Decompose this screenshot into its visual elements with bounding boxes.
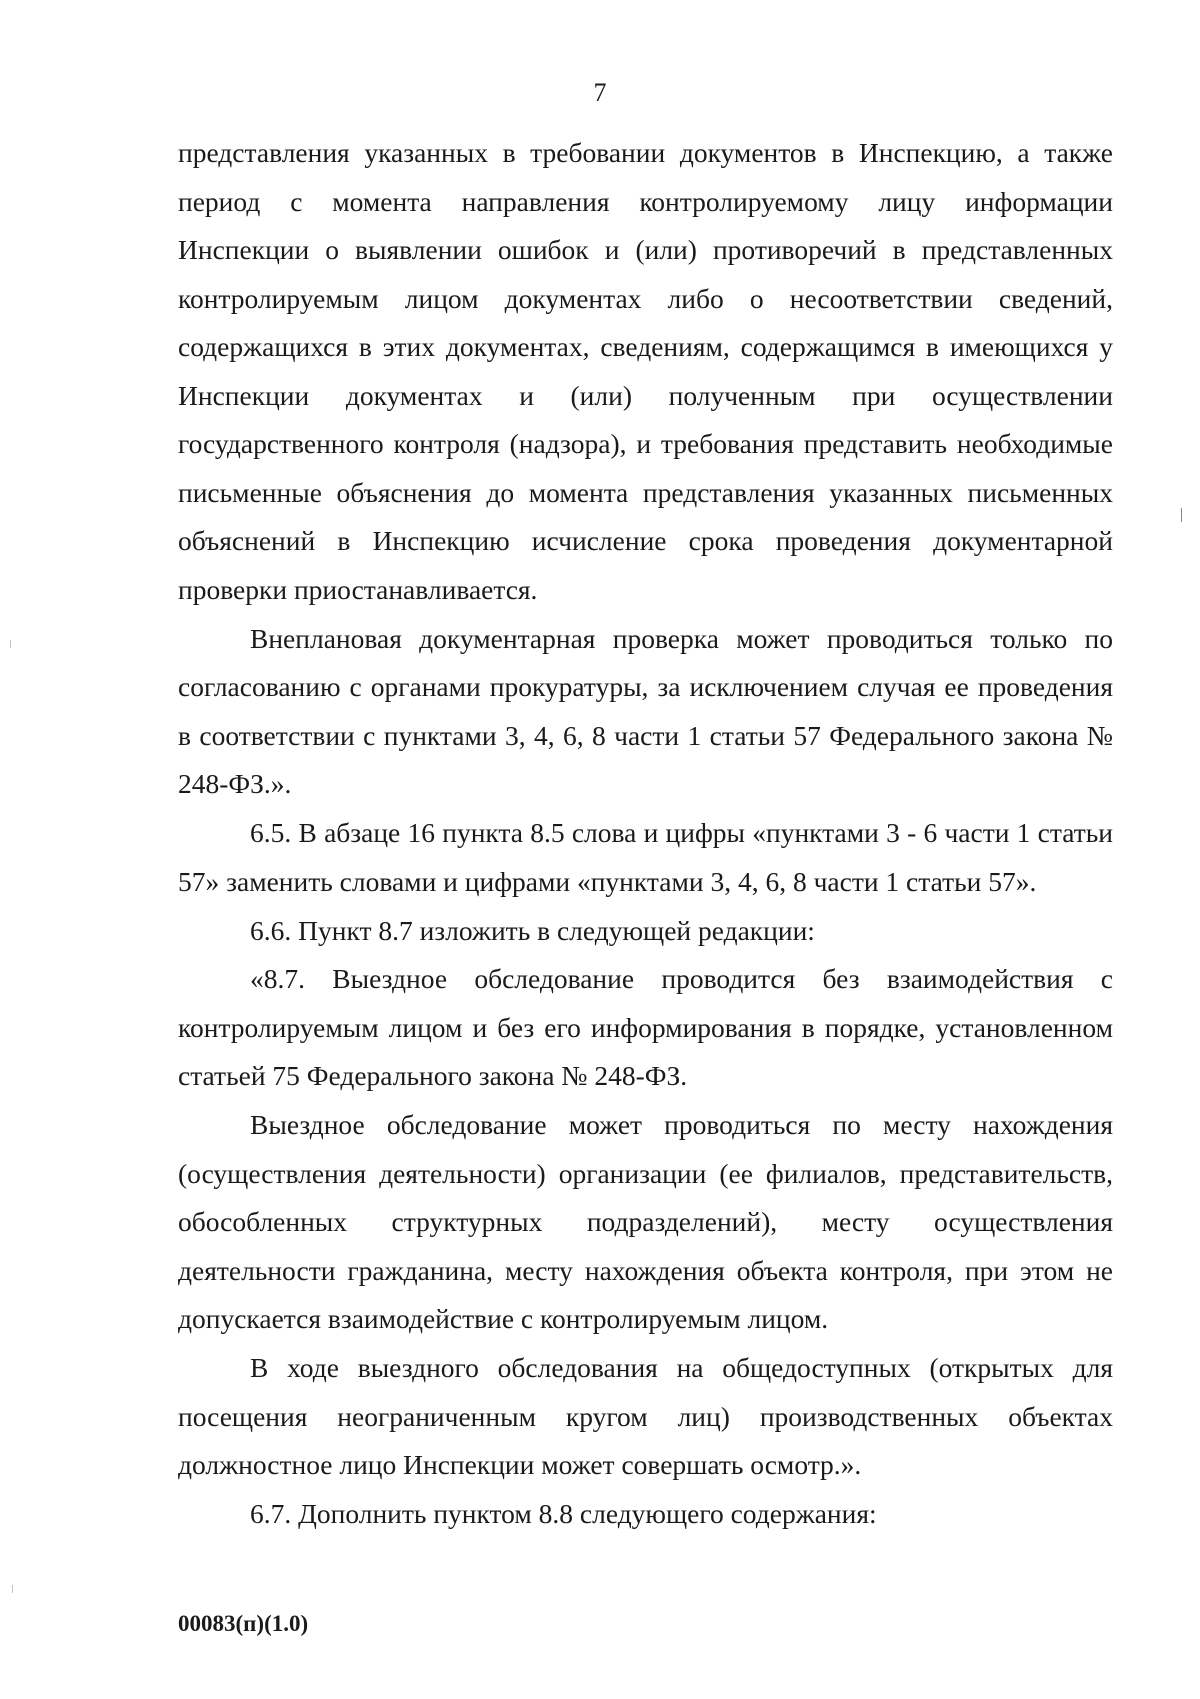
scan-mark bbox=[10, 640, 11, 648]
paragraph-clause-8-7: «8.7. Выездное обследование проводится без взаимодействия с контролируемым лицом и без его информирования в порядке, установленном статьей 75 Федерального закона № 248-ФЗ. bbox=[178, 963, 1113, 1091]
document-code: 00083(п)(1.0) bbox=[178, 1611, 309, 1636]
scan-mark bbox=[12, 1585, 13, 1593]
paragraph-field-survey-inspection: В ходе выездного обследования на общедоступных (открытых для посещения неограниченным кругом лиц) производственных объектах должностное лицо Инспекции может совершать осмотр.». bbox=[178, 1352, 1113, 1480]
page-number: 7 bbox=[593, 78, 607, 107]
paragraph-field-survey-location: Выездное обследование может проводиться по месту нахождения (осуществления деятельности) организации (ее филиалов, представительств, обособленных структурных подразделений), месту осуществления деятельности гражданина, месту нахождения объекта контроля, при этом не допускается взаимодействие с контролируемым лицом. bbox=[178, 1109, 1113, 1334]
paragraph-unscheduled-inspection: Внеплановая документарная проверка может проводиться только по согласованию с органами прокуратуры, за исключением случая ее проведения в соответствии с пунктами 3, 4, 6, 8 части 1 статьи 57 Федерального закона № 248-ФЗ.». bbox=[178, 622, 1113, 799]
document-body bbox=[178, 129, 1113, 1539]
paragraph-item-6-5: 6.5. В абзаце 16 пункта 8.5 слова и цифры «пунктами 3 - 6 части 1 статьи 57» заменить словами и цифрами «пунктами 3, 4, 6, 8 части 1 статьи 57». bbox=[178, 817, 1113, 897]
scan-mark bbox=[1181, 508, 1182, 522]
paragraph-continuation: представления указанных в требовании документов в Инспекцию, а также период с момента направления контролируемому лицу информации Инспекции о выявлении ошибок и (или) противоречий в представленных контролируемым лицом документах либо о несоответствии сведений, содержащихся в этих документах, сведениям, содержащимся в имеющихся у Инспекции документах и (или) полученным при осуществлении государственного контроля (надзора), и требования представить необходимые письменные объяснения до момента представления указанных письменных объяснений в Инспекцию исчисление срока проведения документарной проверки приостанавливается. bbox=[178, 137, 1113, 605]
paragraph-item-6-6: 6.6. Пункт 8.7 изложить в следующей редакции: bbox=[250, 914, 815, 946]
paragraph-item-6-7: 6.7. Дополнить пунктом 8.8 следующего содержания: bbox=[250, 1498, 877, 1529]
